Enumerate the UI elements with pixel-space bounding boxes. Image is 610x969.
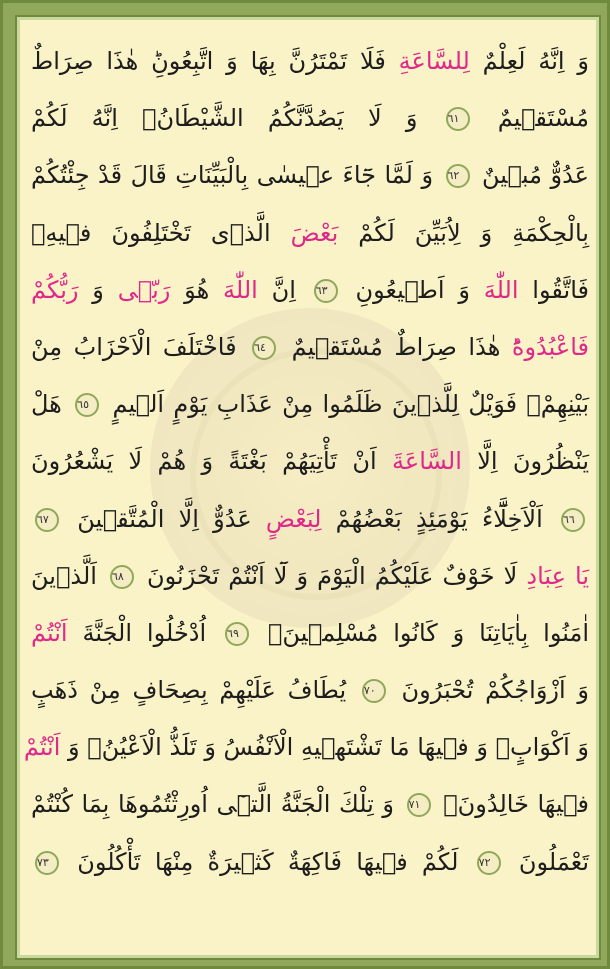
verse-text: اٰمَنُوا بِاٰيَاتِنَا وَ كَانُوا مُسْلِمٖينَۚ [253,618,590,647]
verse-text: اُدْخُلُوا الْجَنَّةَ [67,618,222,647]
verse-line [31,376,589,433]
verse-line [23,719,589,776]
verse-text: وَ اَطٖيعُونِ [341,275,484,304]
verse-text: وَ اِنَّهُ لَعِلْمٌ [469,47,589,75]
verse-line [31,834,589,891]
ayah-number-marker: ٧٠ [362,679,386,703]
verse-text: بِالْحِكْمَةِ وَ لِاُبَيِّنَ لَكُمْ [338,218,589,247]
verse-text: وَ اَزْوَاجُكُمْ تُحْبَرُونَ [389,676,589,705]
verse-text: لَكُمْ فٖيهَا فَاكِهَةٌ كَثٖيرَةٌ مِنْهَا تَأْكُلُونَ [63,847,473,876]
highlighted-word: لِلسَّاعَةِ [398,47,470,75]
verse-text: وَ لَا يَصُدَّنَّكُمُ الشَّيْطَانُۚ اِنَّهُ لَكُمْ [31,104,442,133]
verse-lines [23,33,590,948]
ayah-number-marker: ٧٢ [477,851,501,875]
verse-line [31,33,589,90]
ayah-number-marker: ٦٦ [561,508,585,532]
ayah-number-marker: ٧١ [407,793,431,817]
verse-line [31,605,589,662]
verse-text: الَّذٖى تَخْتَلِفُونَ فٖيهِۚ [31,218,291,247]
ayah-number-marker: ٦٥ [75,393,99,417]
ayah-number-marker: ٦١ [446,107,470,131]
verse-line [31,776,589,833]
verse-text: هَلْ [31,390,72,419]
verse-text: يَنْظُرُونَ اِلَّا [461,447,590,476]
ayah-number-marker: ٦٩ [225,622,249,646]
verse-text: وَ تِلْكَ الْجَنَّةُ الَّتٖٓى اُورِثْتُمُوهَا بِمَا كُنْتُمْ [31,790,403,819]
verse-text: فَلَا تَمْتَرُنَّ بِهَا وَ اتَّبِعُونِؕ هٰذَا صِرَاطٌ [31,47,399,75]
verse-text: لَا خَوْفٌ عَلَيْكُمُ الْيَوْمَ وَ لَٓا اَنْتُمْ تَحْزَنُونَ [137,561,527,590]
verse-line [31,90,589,147]
ayah-number-marker: ٦٨ [110,565,134,589]
verse-line [31,319,589,376]
highlighted-word: فَاعْبُدُوهُؕ [511,332,589,361]
highlighted-word: اَنْتُمْ [31,618,68,647]
verse-line [31,491,589,548]
verse-line [31,662,589,719]
verse-text: عَدُوٌّ اِلَّا الْمُتَّقٖينَ [63,504,266,533]
verse-text: هُوَ [170,275,224,304]
highlighted-word: اَنْتُمْ [23,733,61,762]
text-panel [15,15,601,960]
verse-text: مُسْتَقٖيمٌ [473,104,589,133]
verse-line [31,262,589,319]
highlighted-word: رَبّٖى [117,275,171,304]
verse-line [31,548,589,605]
ayah-number-marker: ٦٢ [446,164,470,188]
ayah-number-marker: ٧٣ [35,851,59,875]
highlighted-word: بَعْضَ [290,218,339,247]
verse-text: بَيْنِهِمْۚ فَوَيْلٌ لِلَّذٖينَ ظَلَمُوا مِنْ عَذَابِ يَوْمٍ اَلٖيمٍ [103,390,589,419]
verse-text: وَ [78,275,118,304]
verse-text: فَاتَّقُوا [518,275,589,304]
highlighted-word: السَّاعَةَ [392,447,462,476]
verse-line [31,205,589,262]
verse-line [31,147,589,204]
verse-text: فَاخْتَلَفَ الْاَحْزَابُ مِنْ [31,332,249,361]
ayah-number-marker: ٦٤ [252,336,276,360]
highlighted-word: رَبُّكُمْ [31,275,79,304]
highlighted-word: اللّٰهَ [483,275,519,304]
verse-text: تَعْمَلُونَ [504,847,590,876]
verse-text: يُطَافُ عَلَيْهِمْ بِصِحَافٍ مِنْ ذَهَبٍ [31,676,358,705]
verse-text: اَلْاَخِلَّٓاءُ يَوْمَئِذٍ بَعْضُهُمْ [321,504,557,533]
verse-text: اِنَّ [257,275,310,304]
verse-text: وَ لَمَّا جَٓاءَ عٖيسٰى بِالْبَيِّنَاتِ قَالَ قَدْ جِئْتُكُمْ [31,161,442,190]
verse-text: هٰذَا صِرَاطٌ مُسْتَقٖيمٌ [280,332,512,361]
ayah-number-marker: ٦٣ [314,279,338,303]
highlighted-word: يَا عِبَادِ [526,561,589,590]
highlighted-word: اللّٰهَ [223,275,258,304]
verse-line [31,433,589,490]
verse-text: اَنْ تَأْتِيَهُمْ بَغْتَةً وَ هُمْ لَا يَشْعُرُونَ [31,447,393,476]
verse-text: اَلَّذٖينَ [31,561,106,590]
ayah-number-marker: ٦٧ [35,508,59,532]
highlighted-word: لِبَعْضٍ [265,504,322,533]
verse-text: عَدُوٌّ مُبٖينٌ [473,161,589,190]
verse-text: فٖيهَا خَالِدُونَۚ [434,790,589,819]
verse-text: وَ اَكْوَابٍۚ وَ فٖيهَا مَا تَشْتَهٖيهِ الْاَنْفُسُ وَ تَلَذُّ الْاَعْيُنُۚ وَ [60,733,589,762]
